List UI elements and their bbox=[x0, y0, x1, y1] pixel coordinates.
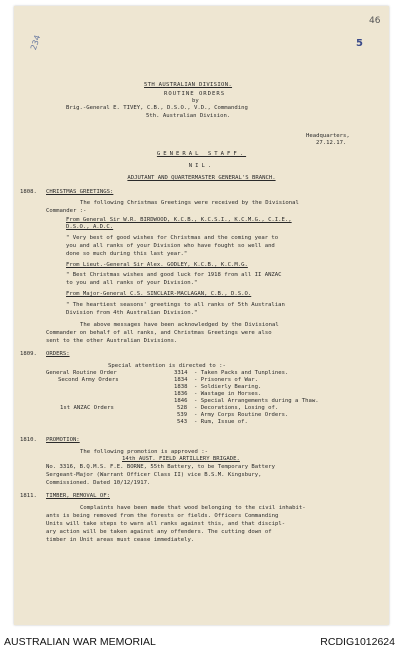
body-line: Commander :- bbox=[46, 208, 87, 214]
record-id: RCDIG1012624 bbox=[320, 636, 395, 648]
body-line: The following promotion is approved :- bbox=[80, 449, 208, 455]
order-number: 543 bbox=[177, 419, 188, 425]
section-heading: TIMBER, REMOVAL OF: bbox=[46, 493, 110, 499]
order-number: 528 bbox=[177, 405, 188, 411]
body-line: No. 3316, B.Q.M.S. F.E. BORNE, 55th Battery, to be Temporary Battery bbox=[46, 464, 276, 470]
hq-label: Headquarters, bbox=[306, 133, 350, 139]
body-line: Units will take steps to warn all ranks against this, and that discipl- bbox=[46, 521, 286, 527]
order-number: 1836 bbox=[174, 391, 188, 397]
order-source: 1st ANZAC Orders bbox=[60, 405, 114, 411]
body-line: Sergeant-Major (Warrant Officer Class II) vice B.S.M. Kingsbury, bbox=[46, 472, 262, 478]
adjutant-heading: ADJUTANT AND QUARTERMASTER GENERAL'S BRANCH. bbox=[127, 175, 276, 181]
body-line: Complaints have been made that wood belonging to the civil inhabit- bbox=[80, 505, 306, 511]
order-number: 539 bbox=[177, 412, 188, 418]
page-number: 46 bbox=[369, 16, 381, 26]
order-number: 3314 bbox=[174, 370, 188, 376]
body-line: Commander on behalf of all ranks, and Christmas Greetings were also bbox=[46, 330, 272, 336]
institution-label: AUSTRALIAN WAR MEMORIAL bbox=[4, 636, 156, 648]
section-number: 1808. bbox=[20, 189, 37, 195]
section-heading: CHRISTMAS GREETINGS: bbox=[46, 189, 114, 195]
footer-bar bbox=[0, 630, 401, 654]
quote-line: to you and all ranks of your Division." bbox=[66, 280, 198, 286]
quote-line: " Best Christmas wishes and good luck for 1918 from all II ANZAC bbox=[66, 272, 282, 278]
stamp-mark: 5 bbox=[356, 38, 363, 49]
order-desc: - Wastage in Horses. bbox=[194, 391, 262, 397]
quote-line: done so much during this last year." bbox=[66, 251, 188, 257]
side-number: 234 bbox=[28, 33, 43, 52]
document-page bbox=[14, 6, 389, 625]
order-source: General Routine Order bbox=[46, 370, 117, 376]
greeting-from: From Lieut.-General Sir Alex. GODLEY, K.C.B., K.C.M.G. bbox=[66, 262, 248, 268]
quote-line: " Very best of good wishes for Christmas and the coming year to bbox=[66, 235, 279, 241]
order-number: 1846 bbox=[174, 398, 188, 404]
section-number: 1811. bbox=[20, 493, 37, 499]
order-desc: - Prisoners of War. bbox=[194, 377, 259, 383]
order-desc: - Decorations, Losing of. bbox=[194, 405, 279, 411]
general-staff-heading: GENERAL STAFF. bbox=[156, 151, 247, 157]
body-line: sent to the other Australian Divisions. bbox=[46, 338, 178, 344]
section-number: 1810. bbox=[20, 437, 37, 443]
unit-heading: 14th AUST. FIELD ARTILLERY BRIGADE. bbox=[122, 456, 240, 462]
section-heading: ORDERS: bbox=[46, 351, 70, 357]
body-line: Special attention is directed to :- bbox=[108, 363, 226, 369]
by-label: by bbox=[192, 98, 199, 104]
commander-line-2: 5th. Australian Division. bbox=[146, 113, 231, 119]
order-date: 27.12.17. bbox=[316, 140, 347, 146]
section-number: 1809. bbox=[20, 351, 37, 357]
order-desc: - Army Corps Routine Orders. bbox=[194, 412, 289, 418]
order-desc: - Rum, Issue of. bbox=[194, 419, 248, 425]
order-desc: - Taken Packs and Tunplines. bbox=[194, 370, 289, 376]
greeting-from: From Major-General C.S. SINCLAIR-MACLAGAN, C.B., D.S.O. bbox=[66, 291, 252, 297]
commander-line: Brig.-General E. TIVEY, C.B., D.S.O., V.D., Commanding bbox=[66, 105, 248, 111]
quote-line: you and all ranks of your Division who have fought so well and bbox=[66, 243, 275, 249]
body-line: ary action will be taken against any offenders. The cutting down of bbox=[46, 529, 272, 535]
order-desc: - Special Arrangements during a Thaw. bbox=[194, 398, 319, 404]
section-heading: PROMOTION: bbox=[46, 437, 80, 443]
order-number: 1834 bbox=[174, 377, 188, 383]
order-number: 1838 bbox=[174, 384, 188, 390]
nil-label: NIL. bbox=[188, 163, 215, 169]
order-desc: - Soldierly Bearing. bbox=[194, 384, 262, 390]
quote-line: Division from 4th Australian Division." bbox=[66, 310, 198, 316]
routine-orders: ROUTINE ORDERS bbox=[164, 91, 226, 97]
order-source: Second Army Orders bbox=[58, 377, 119, 383]
greeting-from: D.S.O., A.D.C. bbox=[66, 224, 114, 230]
division-title: 5TH AUSTRALIAN DIVISION. bbox=[144, 82, 233, 88]
greeting-from: From General Sir W.R. BIRDWOOD, K.C.B., K.C.S.I., K.C.M.G., C.I.E., bbox=[66, 217, 292, 223]
quote-line: " The heartiest seasons' greetings to all ranks of 5th Australian bbox=[66, 302, 285, 308]
body-line: timber in Unit areas must cease immediately. bbox=[46, 537, 195, 543]
body-line: The following Christmas Greetings were received by the Divisional bbox=[80, 200, 299, 206]
body-line: The above messages have been acknowledged by the Divisional bbox=[80, 322, 279, 328]
body-line: Commissioned. Dated 10/12/1917. bbox=[46, 480, 151, 486]
body-line: ants is being removed from the forests or fields. Officers Commanding bbox=[46, 513, 279, 519]
